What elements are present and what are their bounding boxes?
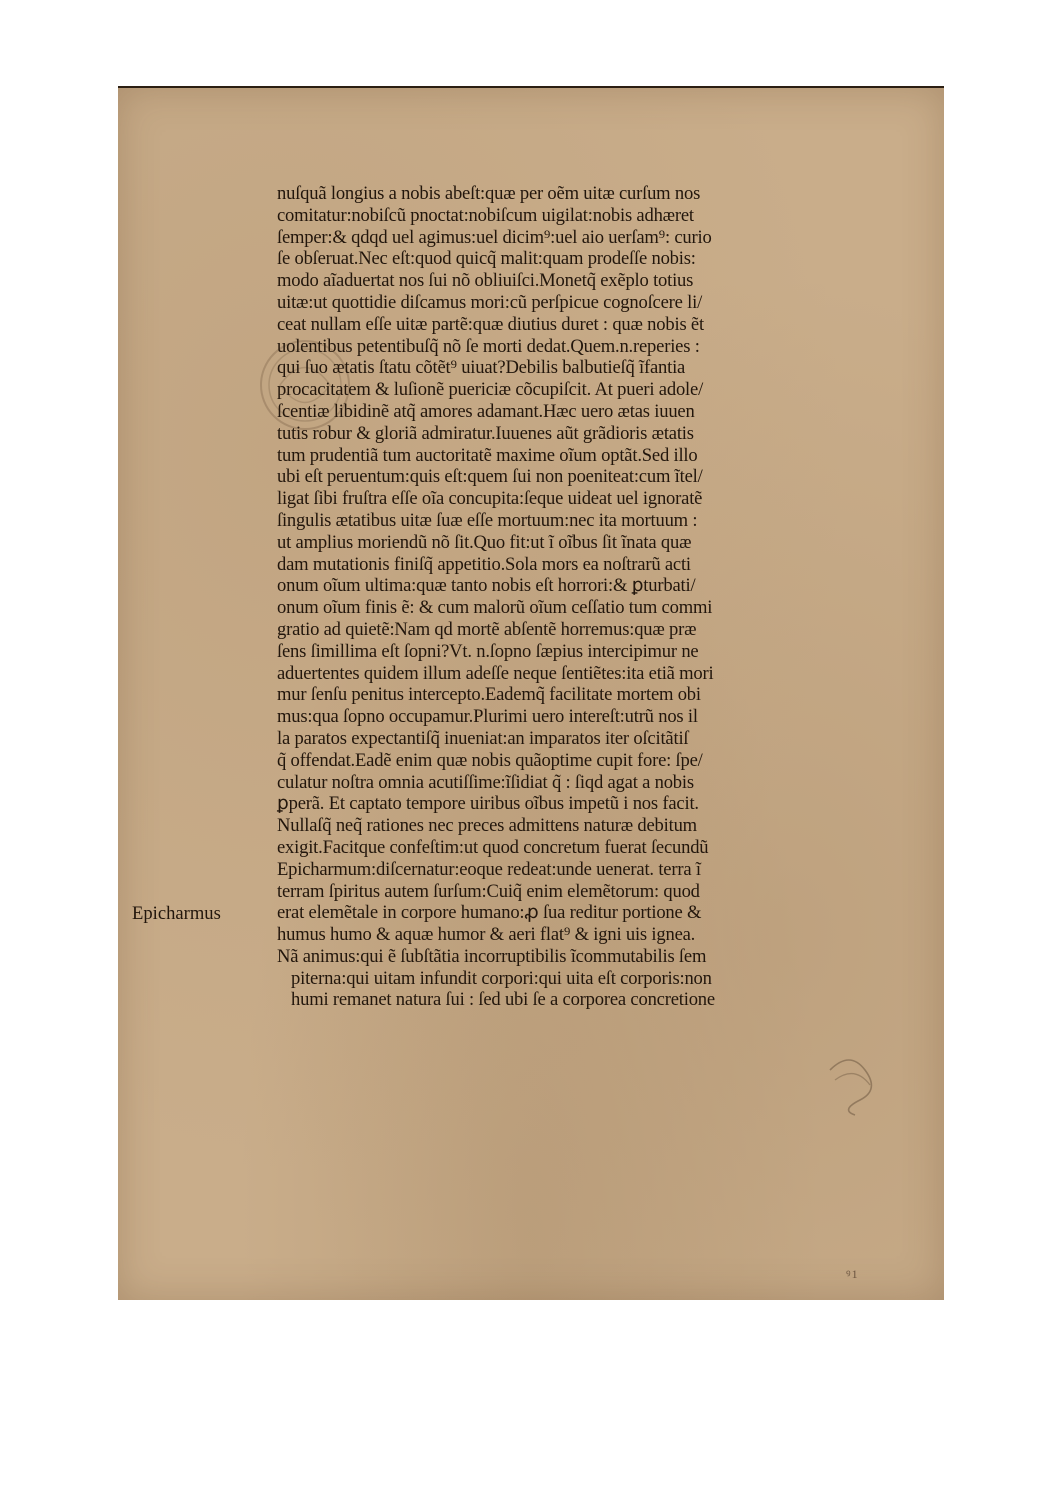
text-line: ſcentiæ libidinẽ atq̃ amores adamant.Hæc uero ætas iuuen xyxy=(277,400,695,422)
text-line: tutis robur & gloriã admiratur.Iuuenes aũt grãdioris ætatis xyxy=(277,422,694,444)
marginal-note: Epicharmus xyxy=(132,903,221,924)
text-line: ſemper:& qdqd uel agimus:uel dicim⁹:uel aio uerſam⁹: curio xyxy=(277,226,712,248)
text-line: uitæ:ut quottidie diſcamus mori:cũ perſpicue cognoſcere li/ xyxy=(277,291,703,313)
text-line: ſens ſimillima eſt ſopni?Vt. n.ſopno ſæpius intercipimur ne xyxy=(277,640,699,662)
text-line: la paratos expectantiſq̃ inueniat:an imparatos iter oſcitãtiſ xyxy=(277,727,689,749)
text-line: aduertentes quidem illum adeſſe neque ſentiẽtes:ita etiã mori xyxy=(277,662,714,684)
text-line: dam mutationis finiſq̃ appetitio.Sola mors ea noſtrarũ acti xyxy=(277,553,691,575)
text-line: Nullaſq̃ neq̃ rationes nec preces admittens naturæ debitum xyxy=(277,815,697,837)
text-line: terram ſpiritus autem ſurſum:Cuiq̃ enim elemẽtorum: quod xyxy=(277,880,700,902)
text-line: erat elemẽtale in corpore humano:ꝓ ſua reditur portione & xyxy=(277,902,702,924)
text-line: q̃ offendat.Eadẽ enim quæ nobis quãoptime cupit fore: ſpe/ xyxy=(277,749,703,771)
folio-mark: ꝰ1 xyxy=(846,1267,859,1281)
text-line: ſingulis ætatibus uitæ ſuæ eſſe mortuum:nec ita mortuum : xyxy=(277,509,698,531)
text-line: ubi eſt peruentum:quis eſt:quem ſui non poeniteat:cum ĩtel/ xyxy=(277,466,703,488)
text-line: gratio ad quietẽ:Nam qd mortẽ abſentẽ horremus:quæ præ xyxy=(277,618,697,640)
text-line: ꝑperã. Et captato tempore uiribus oĩbus impetũ i nos facit. xyxy=(277,793,699,815)
text-line: comitatur:nobiſcũ pnoctat:nobiſcum uigilat:nobis adhæret xyxy=(277,204,694,226)
text-line: Epicharmum:diſcernatur:eoque redeat:unde uenerat. terra ĩ xyxy=(277,858,701,880)
text-line: uolentibus petentibuſq̃ nõ ſe morti dedat.Quem.n.reperies : xyxy=(277,335,700,357)
text-line: tum prudentiã tum auctoritatẽ maxime oĩum optãt.Sed illo xyxy=(277,444,698,466)
text-line: culatur noſtra omnia acutiſſime:ĩſidiat q̃ : ſiqd agat a nobis xyxy=(277,771,694,793)
text-line: procacitatem & luſionẽ puericiæ cõcupiſcit. At pueri adole/ xyxy=(277,379,704,401)
text-line: ſe obſeruat.Nec eſt:quod quicq̃ malit:quam prodeſſe nobis: xyxy=(277,248,696,270)
text-line: Nã animus:qui ẽ ſubſtãtia incorruptibilis ĩcommutabilis ſem xyxy=(277,945,707,967)
text-line: humi remanet natura ſui : ſed ubi ſe a corporea concretione xyxy=(291,989,715,1011)
text-line: ceat nullam eſſe uitæ partẽ:quæ diutius duret : quæ nobis ẽt xyxy=(277,313,704,335)
text-line: mus:qua ſopno occupamur.Plurimi uero intereſt:utrũ nos il xyxy=(277,706,698,728)
text-line: modo aĩaduertat nos ſui nõ obliuiſci.Monetq̃ exẽplo totius xyxy=(277,270,694,292)
body-text xyxy=(277,183,897,1011)
text-line: ut amplius moriendũ nõ ſit.Quo fit:ut ĩ oĩbus ſit ĩnata quæ xyxy=(277,531,692,553)
text-line: onum oĩum finis ẽ: & cum malorũ oĩum ceſſatio tum commi xyxy=(277,597,713,619)
text-line: humus humo & aquæ humor & aeri flat⁹ & igni uis ignea. xyxy=(277,924,696,946)
text-line: mur ſenſu penitus intercepto.Eademq̃ facilitate mortem obi xyxy=(277,684,701,706)
text-line: onum oĩum ultima:quæ tanto nobis eſt horrori:& ꝑturbati/ xyxy=(277,575,696,597)
text-line: exigit.Facitque confeſtim:ut quod concretum fuerat ſecundũ xyxy=(277,836,709,858)
text-line: piterna:qui uitam infundit corpori:qui uita eſt corporis:non xyxy=(291,967,712,989)
text-line: qui ſuo ætatis ſtatu cõtẽt⁹ uiuat?Debilis balbutieſq̃ ĩfantia xyxy=(277,357,686,379)
text-line: ligat ſibi fruſtra eſſe oĩa concupita:ſeque uideat uel ignoratẽ xyxy=(277,488,703,510)
text-line: nuſquã longius a nobis abeſt:quæ per oẽm uitæ curſum nos xyxy=(277,183,701,204)
